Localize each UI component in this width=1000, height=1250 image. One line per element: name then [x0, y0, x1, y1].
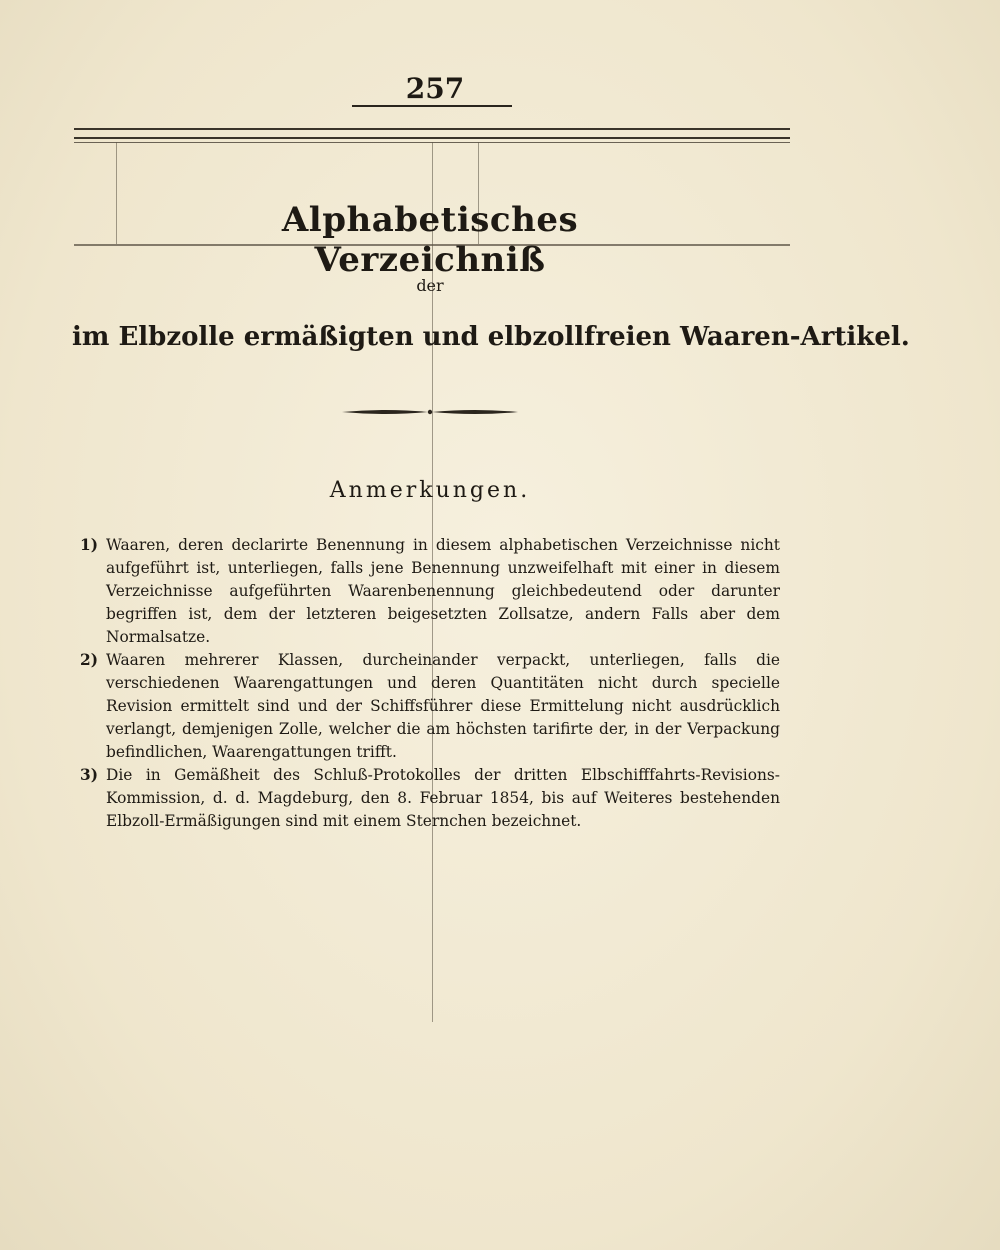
note-text: Waaren mehrerer Klassen, durcheinander verpackt, unterliegen, falls die verschiedenen Waarengattungen und deren Quantitäten nicht durch specielle Revision ermittelt sind und der Schiffsführer diese Ermittelung nicht ausdrücklich verlangt, demjenigen Zolle, welcher die am höchsten tarifirte der, in der Verpackung befindlichen, Waarengattungen trifft.	[106, 651, 780, 761]
note-number: 1)	[80, 536, 98, 554]
title-connector: der	[416, 276, 444, 295]
note-item	[80, 649, 780, 764]
note-item	[80, 534, 780, 649]
ornamental-rule	[340, 402, 520, 422]
notes-heading: Anmerkungen.	[329, 478, 531, 503]
note-text: Waaren, deren declarirte Benennung in diesem alphabetischen Verzeichnisse nicht aufgeführt ist, unterliegen, falls jene Benennung unzweifelhaft mit einer in diesem Verzeichnisse aufgeführten Waarenbenennung gleichbedeutend oder darunter begriffen ist, dem der letzteren beigesetzten Zollsatze, andern Falls aber dem Normalsatze.	[106, 536, 780, 646]
notes-list	[80, 534, 780, 833]
note-text: Die in Gemäßheit des Schluß-Protokolles der dritten Elbschifffahrts-Revisions-Kommission, d. d. Magdeburg, den 8. Februar 1854, bis auf Weiteres bestehenden Elbzoll-Ermäßigungen sind mit einem Sternchen bezeichnet.	[106, 766, 780, 830]
note-number: 2)	[80, 651, 98, 669]
page-number: 257	[405, 72, 465, 105]
page-number-rule	[352, 105, 512, 107]
header-rule	[74, 137, 790, 139]
header-rule	[74, 128, 790, 130]
page-title: Alphabetisches Verzeichniß	[281, 200, 579, 280]
page-subtitle: im Elbzolle ermäßigten und elbzollfreien Waaren-Artikel.	[72, 322, 910, 352]
note-number: 3)	[80, 766, 98, 784]
note-item	[80, 764, 780, 833]
column-line	[116, 142, 117, 244]
